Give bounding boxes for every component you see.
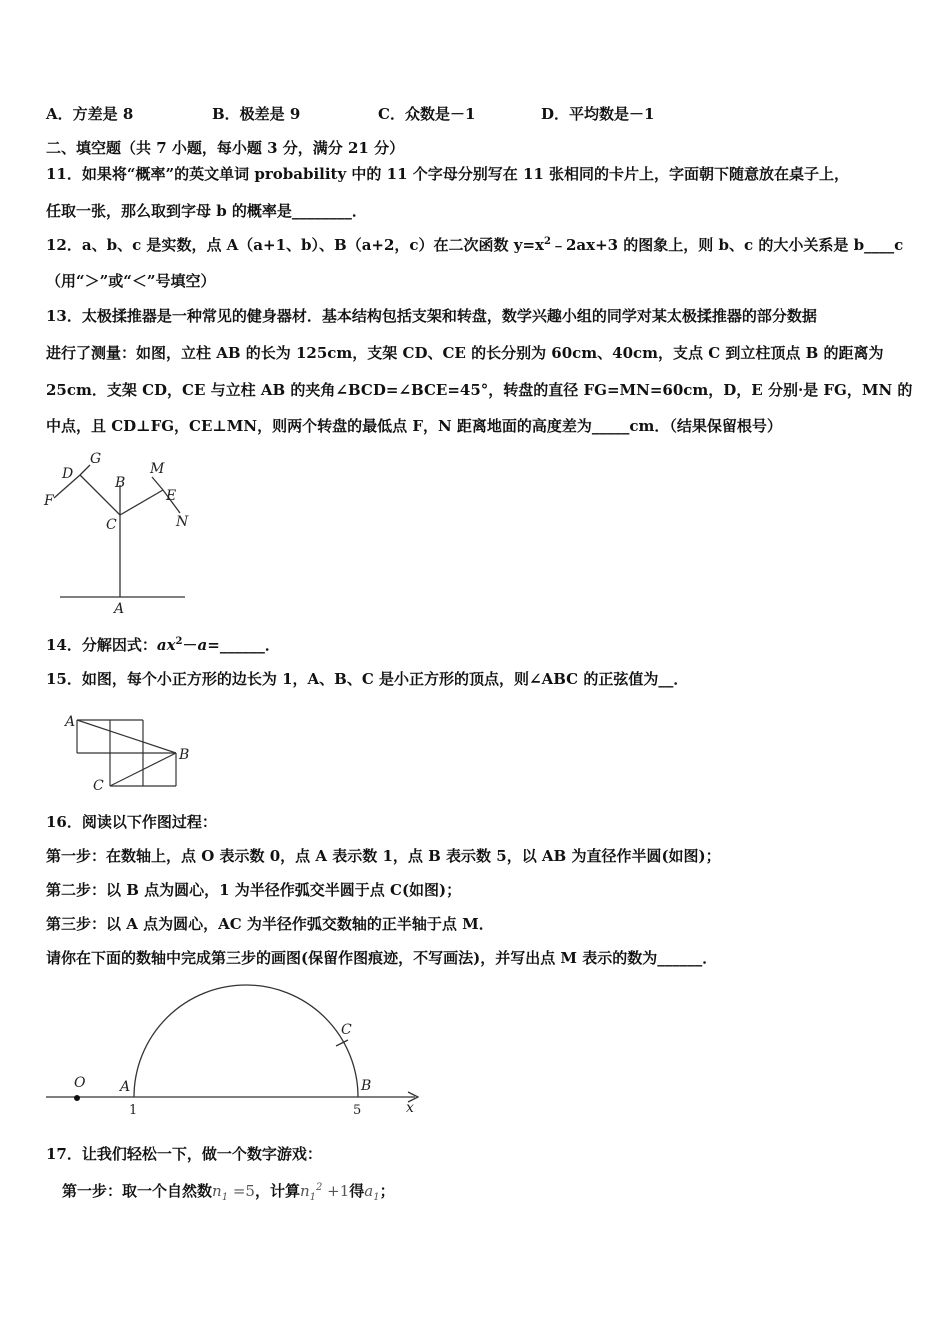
fig13-label-C: C [106,517,117,533]
fig16-label-B: B [361,1078,372,1094]
q16-task: 请你在下面的数轴中完成第三步的画图(保留作图痕迹，不写画法)，并写出点 M 表示的数为______． [46,949,718,967]
q17-title: 17．让我们轻松一下，做一个数字游戏： [46,1145,322,1163]
q11-line1: 11．如果将“概率”的英文单词 probability 中的 11 个字母分别写在 11 张相同的卡片上，字面朝下随意放在桌子上， [46,165,850,183]
q14-line: 14．分解因式：$ax^2-a=\_\_\_\_\_\_$． [46,636,280,654]
q16-step2: 第二步：以 B 点为圆心，1 为半径作弧交半圆于点 C(如图)； [46,881,462,899]
q13-line2: 进行了测量：如图，立柱 AB 的长为 125cm，支架 CD、CE 的长分别为 60cm、40cm，支点 C 到立柱顶点 B 的距离为 [46,344,884,362]
section-title: 二、填空题（共 7 小题，每小题 3 分，满分 21 分） [46,139,405,157]
fig13-label-A: A [114,601,125,617]
fig13-label-F: F [44,493,54,509]
figure-q15 [60,710,200,795]
q13-line3: 25cm．支架 CD，CE 与立柱 AB 的夹角∠BCD=∠BCE=45°，转盘的直径 FG=MN=60cm，D，E 分别·是 FG，MN 的 [46,381,913,399]
q11-line2: 任取一张，那么取到字母 b 的概率是________． [46,202,367,220]
q16-title: 16．阅读以下作图过程： [46,813,217,831]
option-d: D．平均数是－1 [541,105,655,123]
q16-step3: 第三步：以 A 点为圆心，AC 为半径作弧交数轴的正半轴于点 M． [46,915,494,933]
q16-step1: 第一步：在数轴上，点 O 表示数 0，点 A 表示数 1，点 B 表示数 5，以 AB 为直径作半圆(如图)； [46,847,721,865]
fig16-label-C: C [341,1022,352,1038]
fig16-label-A: A [120,1079,131,1095]
q15-line: 15．如图，每个小正方形的边长为 1，A、B、C 是小正方形的顶点，则∠ABC 的正弦值为__． [46,670,689,688]
q12-line1: 12．a、b、c 是实数，点 A（a+1、b）、B（a+2，c）在二次函数 $y=x^2﹣2ax+3$ 的图象上，则 b、c 的大小关系是 b____c [46,236,904,254]
option-b: B．极差是 9 [212,105,301,123]
figure-q13 [40,445,200,620]
fig13-label-N: N [176,514,189,530]
option-c: C．众数是－1 [378,105,476,123]
fig13-label-B: B [115,475,126,491]
fig15-label-B: B [179,747,190,763]
q17-step1: 第一步：取一个自然数$n_1 =5$，计算$n_1^2 +1$得$a_1$； [62,1182,395,1203]
a1-var: $a_1$ [364,1182,380,1203]
n1-squared-expr: $n_1^2 +1$ [299,1182,350,1203]
q13-line4: 中点，且 CD⊥FG，CE⊥MN，则两个转盘的最低点 F，N 距离地面的高度差为_____cm．（结果保留根号） [46,417,782,435]
fig15-label-A: A [65,714,76,730]
fig13-label-M: M [150,461,165,477]
fig13-label-E: E [166,488,177,504]
fig16-label-x: x [406,1100,414,1116]
fig13-label-G: G [90,451,102,467]
figure-q16 [40,980,430,1120]
n1-var: $n_1 =5$ [212,1182,255,1203]
option-a: A．方差是 8 [46,105,134,123]
fig16-tick-1: 1 [129,1103,138,1118]
fig15-label-C: C [93,778,104,794]
q13-line1: 13．太极揉推器是一种常见的健身器材．基本结构包括支架和转盘，数学兴趣小组的同学对某太极揉推器的部分数据 [46,307,817,325]
fig13-label-D: D [62,466,74,482]
q12-line2: （用“＞”或“＜”号填空） [46,272,216,290]
fig16-label-O: O [74,1075,86,1091]
fig16-tick-5: 5 [353,1103,362,1118]
